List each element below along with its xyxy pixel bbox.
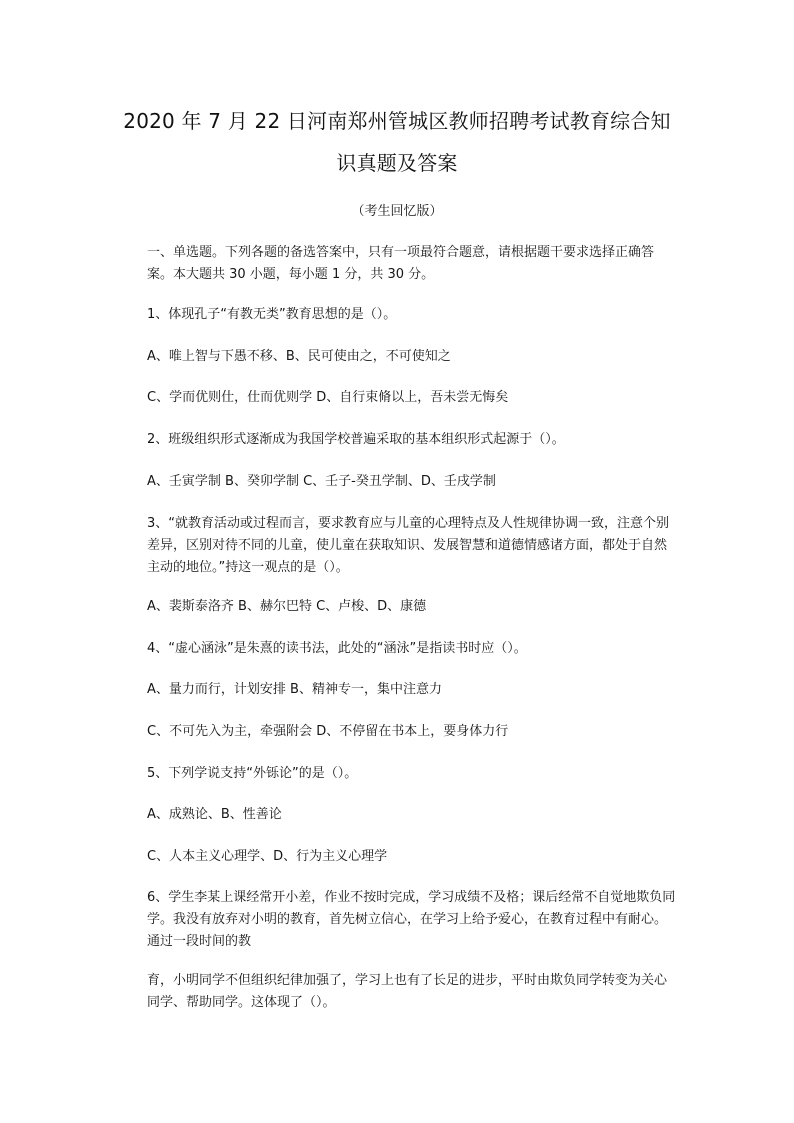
title-line-2: 识真题及答案 [336, 151, 458, 175]
question-2-options-line-1: A、壬寅学制 B、癸卯学制 C、壬子-癸丑学制、D、壬戌学制 [147, 474, 496, 489]
question-5-options-line-2: C、人本主义心理学、D、行为主义心理学 [147, 849, 388, 864]
question-5-stem: 5、下列学说支持“外铄论”的是（）。 [147, 766, 358, 781]
question-4-stem: 4、“虚心涵泳”是朱熹的读书法，此处的“涵泳”是指读书时应（）。 [147, 641, 527, 656]
question-5-options-line-1: A、成熟论、B、性善论 [147, 807, 282, 822]
question-2-stem: 2、班级组织形式逐渐成为我国学校普遍采取的基本组织形式起源于（）。 [147, 432, 565, 447]
question-6-stem: 6、学生李某上课经常开小差，作业不按时完成，学习成绩不及格；课后经常不自觉地欺负同学。我没有放弃对小明的教育，首先树立信心，在学习上给予爱心，在教育过程中有耐心。通过一段时间的教 [147, 890, 676, 949]
subtitle: （考生回忆版） [351, 204, 443, 219]
question-1-stem: 1、体现孔子“有教无类”教育思想的是（）。 [147, 307, 397, 322]
question-6-stem-block [119, 887, 677, 953]
title-line-1: 2020 年 7 月 22 日河南郑州管城区教师招聘考试教育综合知 [123, 109, 671, 133]
question-3-stem: 3、“就教育活动或过程而言，要求教育应与儿童的心理特点及人性规律协调一致，注意个别差异，区别对待不同的儿童，使儿童在获取知识、发展智慧和道德情感诸方面，都处于自然主动的地位。”持这一观点的是（）。 [147, 516, 670, 575]
section-intro-text: 一、单选题。下列各题的备选答案中，只有一项最符合题意，请根据题干要求选择正确答案。本大题共 30 小题，每小题 1 分，共 30 分。 [147, 245, 655, 282]
question-6-continuation: 育，小明同学不但组织纪律加强了，学习上也有了长足的进步，平时由欺负同学转变为关心同学、帮助同学。这体现了（）。 [147, 973, 668, 1010]
question-1-options-line-2: C、学而优则仕，仕而优则学 D、自行束脩以上，吾未尝无悔矣 [147, 390, 509, 405]
question-4-options-line-1: A、量力而行，计划安排 B、精神专一，集中注意力 [147, 682, 442, 697]
question-3-stem-block [119, 513, 677, 579]
question-3-options-line-1: A、裴斯泰洛齐 B、赫尔巴特 C、卢梭、D、康德 [147, 599, 427, 614]
question-4-options-line-2: C、不可先入为主，牵强附会 D、不停留在书本上，要身体力行 [147, 724, 509, 739]
question-1-options-line-1: A、唯上智与下愚不移、B、民可使由之，不可使知之 [147, 349, 451, 364]
question-6-continuation-block [119, 970, 677, 1014]
page-title [110, 100, 684, 184]
section-intro [119, 242, 677, 286]
